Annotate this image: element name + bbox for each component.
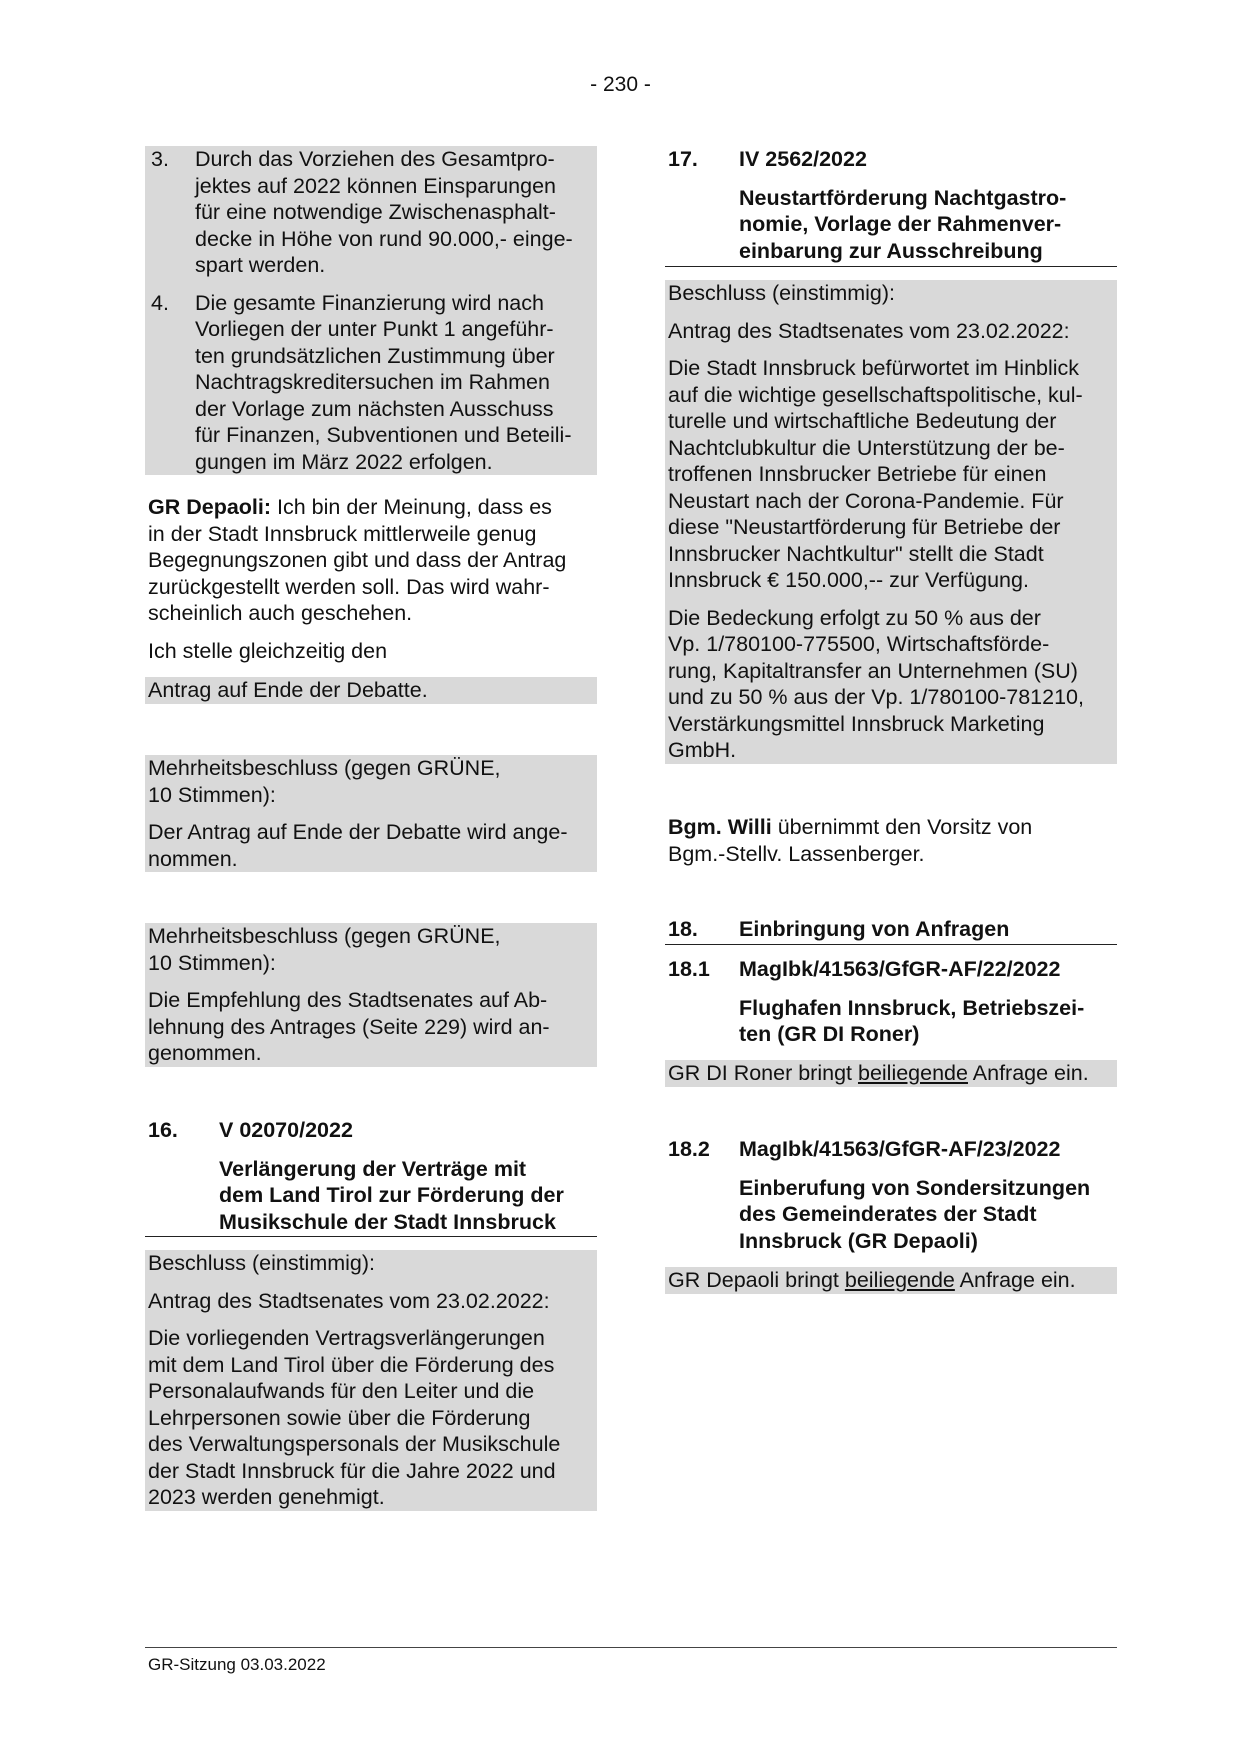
footer-text: GR-Sitzung 03.03.2022 bbox=[148, 1655, 326, 1674]
item-18-2-heading: 18.2 MagIbk/41563/GfGR-AF/23/2022 Einberufung von Sondersitzungen des Gemeinderates der Stadt Innsbruck (GR Depaoli) bbox=[668, 1137, 1091, 1253]
attachment-link-1[interactable]: beiliegende bbox=[857, 1061, 968, 1085]
footer-rule bbox=[145, 1647, 1117, 1648]
item-18-1-body: GR DI Roner bringt beiliegende Anfrage ein. bbox=[665, 1060, 1117, 1087]
decision-block-2: Mehrheitsbeschluss (gegen GRÜNE, 10 Stimmen): Die Empfehlung des Stadtsenates auf Ab- lehnung des Antrages (Seite 229) wird an- genommen. bbox=[145, 923, 597, 1067]
speech-depaoli: GR Depaoli: Ich bin der Meinung, dass es in der Stadt Innsbruck mittlerweile genug Begegnungszonen gibt und dass der Antrag zurückgestellt werden soll. Das wird wahr- scheinlich auch geschehen. Ich stelle gleichzeitig den bbox=[145, 494, 600, 664]
page-number: - 230 - bbox=[590, 73, 651, 96]
speech-line-2: Ich stelle gleichzeitig den bbox=[148, 638, 388, 663]
item-18-1-heading: 18.1 MagIbk/41563/GfGR-AF/22/2022 Flughafen Innsbruck, Betriebszei- ten (GR DI Roner) bbox=[668, 957, 1085, 1046]
list-item-3: 3. Durch das Vorziehen des Gesamtpro- jektes auf 2022 können Einsparungen für eine notwendige Zwischenasphalt- decke in Höhe von rund 90.000,- einge- spart werden. bbox=[151, 147, 573, 277]
list-item-4: 4. Die gesamte Finanzierung wird nach Vorliegen der unter Punkt 1 angeführ- ten grundsätzlichen Zustimmung über Nachtragskreditersuchen im Rahmen der Vorlage zum nächsten Ausschuss für Finanzen, Subventionen und Beteili- gungen im März 2022 erfolgen. bbox=[151, 290, 572, 474]
motion-end-debate: Antrag auf Ende der Debatte. bbox=[145, 677, 597, 704]
item-17-rule bbox=[665, 266, 1117, 267]
item-18-rule bbox=[665, 944, 1117, 945]
item-17-body: Beschluss (einstimmig): Antrag des Stadtsenates vom 23.02.2022: Die Stadt Innsbruck befürwortet im Hinblick auf die wichtige gesellschaftspolitische, kul- turelle und wirtschaftliche Bedeutung der Nachtclubkultur die Unterstützung der be- troffenen Innsbrucker Betriebe für einen Neustart nach der Corona-Pandemie. Für diese "Neustartförderung für Betriebe der Innsbrucker Nachtkultur" stellt die Stadt Innsbruck € 150.000,-- zur Verfügung. Die Bedeckung erfolgt zu 50 % aus der Vp. 1/780100-775500, Wirtschaftsförde- rung, Kapitaltransfer an Unternehmen (SU) und zu 50 % aus der Vp. 1/780100-781210, Verstärkungsmittel Innsbruck Marketing GmbH. bbox=[665, 280, 1117, 764]
item-17-heading: 17. IV 2562/2022 Neustartförderung Nachtgastro- nomie, Vorlage der Rahmenver- einbarung zur Ausschreibung bbox=[668, 147, 1067, 263]
attachment-link-2[interactable]: beiliegende bbox=[844, 1268, 955, 1292]
item-18-heading: 18. Einbringung von Anfragen bbox=[668, 917, 1010, 941]
decision-block-1: Mehrheitsbeschluss (gegen GRÜNE, 10 Stimmen): Der Antrag auf Ende der Debatte wird ange- nommen. bbox=[145, 755, 597, 872]
list-items-block bbox=[145, 146, 597, 475]
item-16-heading: 16. V 02070/2022 Verlängerung der Verträge mit dem Land Tirol zur Förderung der Musikschule der Stadt Innsbruck bbox=[148, 1118, 564, 1234]
item-16-rule bbox=[145, 1236, 597, 1237]
item-16-body: Beschluss (einstimmig): Antrag des Stadtsenates vom 23.02.2022: Die vorliegenden Vertragsverlängerungen mit dem Land Tirol über die Förderung des Personalaufwands für den Leiter und die Lehrpersonen sowie über die Förderung des Verwaltungspersonals der Musikschule der Stadt Innsbruck für die Jahre 2022 und 2023 werden genehmigt. bbox=[145, 1250, 597, 1511]
item-18-2-body: GR Depaoli bringt beiliegende Anfrage ein. bbox=[665, 1267, 1117, 1294]
chair-change-note: Bgm. Willi übernimmt den Vorsitz von Bgm.-Stellv. Lassenberger. bbox=[668, 815, 1033, 866]
speaker-name: GR Depaoli: bbox=[148, 495, 272, 519]
